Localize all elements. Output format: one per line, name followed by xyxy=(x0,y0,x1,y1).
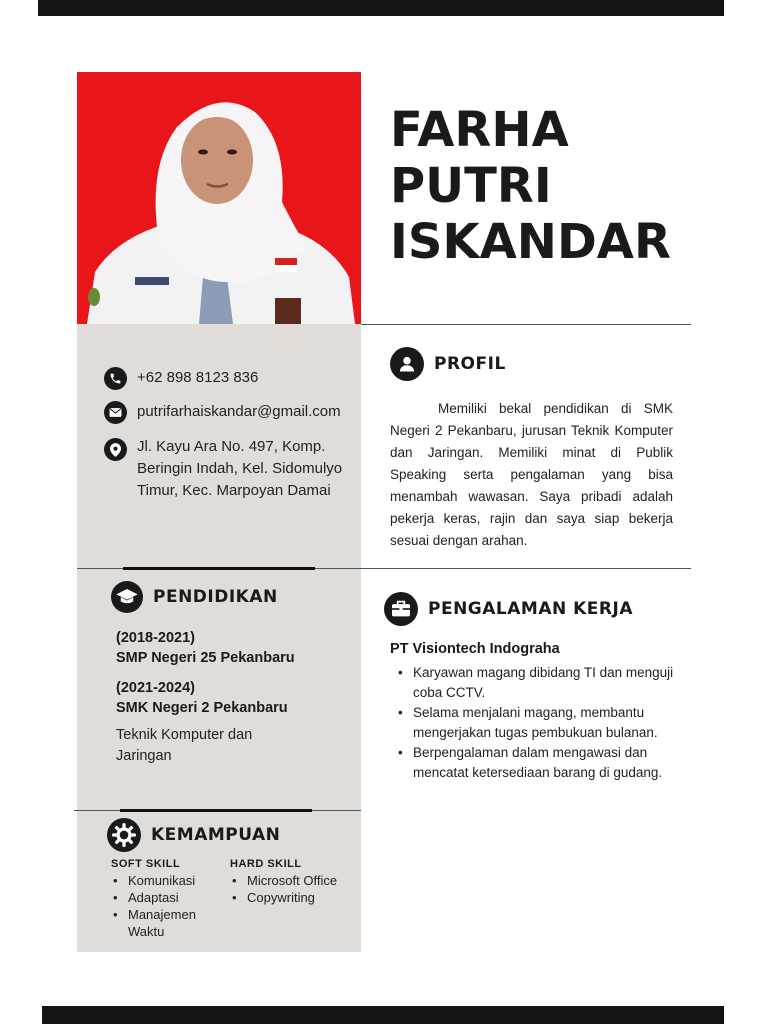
address-line: Jl. Kayu Ara No. 497, Komp. xyxy=(137,438,326,455)
education-item xyxy=(116,678,288,718)
list-item: • Copywriting xyxy=(230,889,337,906)
soft-skill-column xyxy=(111,858,208,940)
list-item: • Karyawan magang dibidang TI dan menguji coba CCTV. xyxy=(396,663,706,703)
list-item: • Berpengalaman dalam mengawasi dan mencatat ketersediaan barang di gudang. xyxy=(396,743,706,783)
address xyxy=(137,436,342,502)
phone-icon xyxy=(104,367,127,390)
list-item: • Adaptasi xyxy=(111,889,208,906)
name-line: PUTRI xyxy=(390,158,552,214)
email-icon xyxy=(104,401,127,424)
pengalaman-title: PENGALAMAN KERJA xyxy=(428,599,633,619)
user-icon xyxy=(390,347,424,381)
kemampuan-heading xyxy=(107,818,280,852)
company-name: PT Visiontech Indograha xyxy=(390,641,560,657)
education-years: (2018-2021) xyxy=(116,630,195,646)
list-item: • Manajemen Waktu xyxy=(111,906,208,940)
location-icon xyxy=(104,438,127,461)
contact-phone xyxy=(104,367,258,390)
address-line: Timur, Kec. Marpoyan Damai xyxy=(137,482,331,499)
top-decor-bar xyxy=(38,0,724,16)
briefcase-icon xyxy=(384,592,418,626)
hard-skill-list xyxy=(230,872,337,906)
bottom-decor-bar xyxy=(42,1006,724,1024)
email-address: putrifarhaiskandar@gmail.com xyxy=(137,403,341,420)
pengalaman-heading xyxy=(384,592,633,626)
profil-heading xyxy=(390,347,506,381)
contact-email xyxy=(104,401,341,424)
person-name xyxy=(390,102,710,270)
name-line: ISKANDAR xyxy=(390,214,671,270)
profil-text: Memiliki bekal pendidikan di SMK Negeri 2 Pekanbaru, jurusan Teknik Komputer dan Jaringan. Memiliki minat di Publik Speaking serta pengalaman yang bisa menambah wawasan. Saya pribadi adalah pekerja keras, rajin dan saya siap bekerja sesuai dengan arahan. xyxy=(390,401,673,548)
list-item: • Microsoft Office xyxy=(230,872,337,889)
divider-accent xyxy=(123,567,315,570)
phone-number: +62 898 8123 836 xyxy=(137,369,259,386)
gear-icon xyxy=(107,818,141,852)
list-item: • Komunikasi xyxy=(111,872,208,889)
address-line: Beringin Indah, Kel. Sidomulyo xyxy=(137,460,343,477)
education-item xyxy=(116,628,295,668)
soft-skill-title: SOFT SKILL xyxy=(111,858,181,870)
contact-address xyxy=(104,436,342,502)
education-major: Teknik Komputer dan Jaringan xyxy=(116,727,253,764)
kemampuan-title: KEMAMPUAN xyxy=(151,825,281,845)
education-school: SMP Negeri 25 Pekanbaru xyxy=(116,650,295,666)
profil-title: PROFIL xyxy=(434,354,506,374)
divider-accent xyxy=(120,809,312,812)
pendidikan-title: PENDIDIKAN xyxy=(153,587,278,607)
list-item: • Selama menjalani magang, membantu mengerjakan tugas pembukuan bulanan. xyxy=(396,703,706,743)
hard-skill-title: HARD SKILL xyxy=(230,858,302,870)
work-list xyxy=(396,663,706,783)
education-school: SMK Negeri 2 Pekanbaru xyxy=(116,700,288,716)
profile-photo xyxy=(77,72,361,324)
hard-skill-column xyxy=(230,858,337,906)
education-years: (2021-2024) xyxy=(116,680,195,696)
soft-skill-list xyxy=(111,872,208,940)
divider xyxy=(361,324,691,325)
graduation-cap-icon xyxy=(111,581,143,613)
name-line: FARHA xyxy=(390,102,569,158)
pendidikan-heading xyxy=(111,581,278,613)
